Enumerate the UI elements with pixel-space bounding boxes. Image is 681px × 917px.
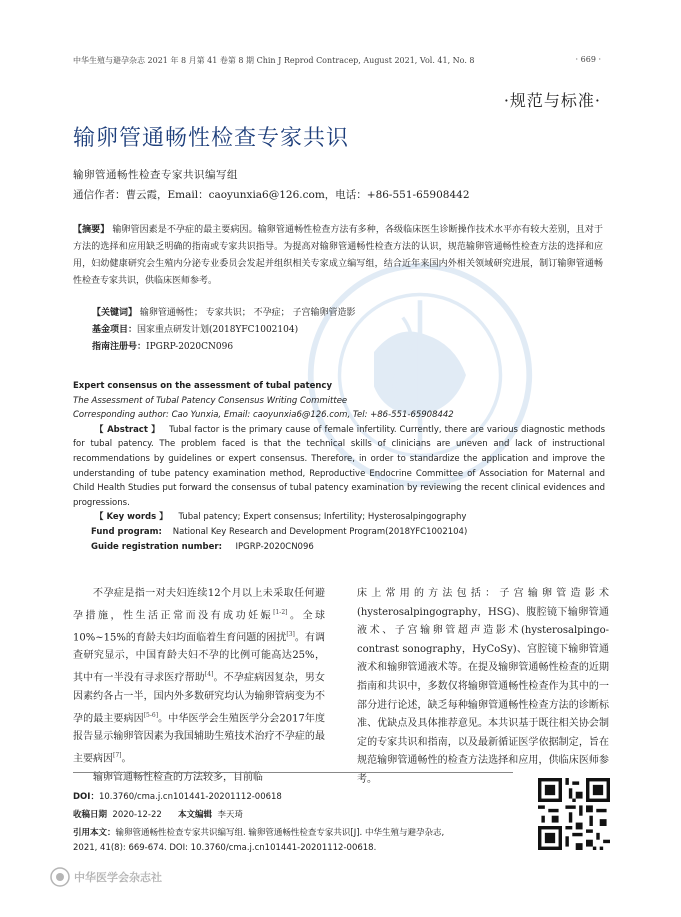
doi-text: 10.3760/cma.j.cn101441-20201112-00618 — [98, 792, 282, 802]
citation-ref: [5-6] — [143, 711, 159, 719]
english-keywords-label: 【 Key words 】 — [95, 512, 168, 523]
english-fund-label: Fund program: — [91, 526, 162, 537]
fund-line — [92, 322, 298, 335]
author-group: 输卵管通畅性检查专家共识编写组 — [73, 169, 238, 181]
body-paragraph — [73, 585, 325, 769]
english-fund-text: National Key Research and Development Program(2018YFC1002104) — [172, 526, 468, 537]
doi-line — [73, 790, 282, 802]
english-abstract-label: 【 Abstract 】 — [95, 424, 160, 435]
english-abstract-text: Tubal factor is the primary cause of female infertility. Currently, there are various diagnostic methods for tubal patency. The problem faced is that the technical skills of clinicians are uneven and lack of instructional recommendations by guidelines or expert consensus. Therefore, in order to standardize the application and improve the understanding of tube patency examination method, Reproductive Endocrine Committee of Association for Maternal and Child Health Studies put forward the consensus of tubal patency examination by reviewing the recent clinical evidences and progressions. — [73, 424, 605, 508]
received-date: 2020-12-22 — [112, 810, 162, 820]
english-corresponding: Corresponding author: Cao Yunxia, Email: caoyunxia6@126.com, Tel: +86-551-65908442 — [73, 410, 454, 421]
cite-text: 输卵管通畅性检查专家共识编写组. 输卵管通畅性检查专家共识[J]. 中华生殖与避孕杂志, — [115, 828, 445, 838]
body-text: 。有调查研究显示，中国育龄夫妇不孕的比例可能高达25%，其中有一半没有寻求医疗帮助 — [73, 631, 325, 684]
english-fund-line — [73, 525, 605, 540]
qr-code-icon — [538, 778, 610, 850]
citation-ref: [3] — [286, 630, 295, 638]
body-text: 。中华医学会生殖医学分会2017年度报告显示输卵管因素为我国辅助生殖技术治疗不孕症的最主要病因 — [73, 712, 325, 765]
english-guide-text: IPGRP-2020CN096 — [235, 541, 314, 552]
column-tag: ·规范与标准· — [503, 91, 601, 110]
cite-line — [73, 826, 444, 838]
english-abstract — [73, 379, 605, 554]
keywords-label: 【关键词】 — [92, 308, 138, 318]
publisher-logo-icon — [50, 866, 180, 888]
guide-line — [92, 339, 233, 352]
english-guide-label: Guide registration number: — [91, 541, 222, 552]
received-label: 收稿日期 — [73, 810, 108, 820]
body-text: 。全球10%~15%的育龄夫妇均面临着生育问题的困扰 — [73, 609, 326, 643]
english-guide-line — [73, 540, 605, 555]
abstract-label: 【摘要】 — [73, 225, 110, 235]
keywords-text: 输卵管通畅性； 专家共识； 不孕症； 子宫输卵管造影 — [139, 308, 356, 318]
citation-ref: [7] — [113, 752, 122, 760]
body-right-column — [357, 585, 609, 790]
english-group: The Assessment of Tubal Patency Consensus Writing Committee — [73, 395, 348, 406]
english-abstract-body — [73, 423, 605, 511]
fund-text: 国家重点研发计划(2018YFC1002104) — [137, 325, 299, 335]
english-keywords-text: Tubal patency; Expert consensus; Infertility; Hysterosalpingography — [178, 512, 467, 523]
citation-ref: [4] — [204, 671, 214, 679]
body-text: 不孕症是指一对夫妇连续12个月以上未采取任何避孕措施，性生活正常而没有成功妊娠 — [73, 588, 325, 621]
guide-text: IPGRP-2020CN096 — [146, 342, 234, 352]
body-text: 。不孕症病因复杂，男女因素约各占一半，国内外多数研究均认为输卵管病变为不孕的最主要病因 — [73, 672, 326, 724]
editor-label: 本文编辑 — [178, 810, 213, 820]
cite-line-2: 2021, 41(8): 669-674. DOI: 10.3760/cma.j.cn101441-20201112-00618. — [73, 843, 377, 853]
chinese-abstract — [73, 222, 603, 290]
fund-label: 基金项目： — [92, 325, 138, 335]
body-text: 。 — [121, 753, 132, 765]
publisher-name: 中华医学会杂志社 — [74, 871, 162, 884]
running-header — [73, 55, 601, 66]
english-keywords-line — [73, 510, 605, 525]
citation-ref: [1-2] — [273, 608, 288, 616]
editor-name: 李天琦 — [217, 810, 243, 820]
received-line — [73, 808, 243, 820]
page-number: · 669 · — [575, 55, 601, 64]
english-title: Expert consensus on the assessment of tubal patency — [73, 381, 332, 391]
body-paragraph: 输卵管通畅性检查的方法较多，目前临 — [93, 771, 263, 783]
body-left-column — [73, 585, 325, 788]
journal-line: 中华生殖与避孕杂志 2021 年 8 月第 41 卷第 8 期 Chin J Reprod Contracep, August 2021, Vol. 41, No. 8 — [73, 56, 475, 65]
guide-label: 指南注册号： — [92, 342, 147, 352]
paper-title: 输卵管通畅性检查专家共识 — [73, 126, 350, 151]
corresponding-author: 通信作者：曹云霞，Email：caoyunxia6@126.com，电话：+86-551-65908442 — [73, 189, 470, 201]
cite-label: 引用本文： — [73, 828, 116, 838]
keywords-line — [92, 305, 355, 318]
abstract-text: 输卵管因素是不孕症的最主要病因。输卵管通畅性检查方法有多种，各级临床医生诊断操作技术水平亦有较大差别，且对于方法的选择和应用缺乏明确的指南或专家共识指导。为提高对输卵管通畅性检查方法的认识，规范输卵管通畅性检查方法的选择和应用，妇幼健康研究会生殖内分泌专业委员会发起并组织相关专家成立编写组，结合近年来国内外相关领域研究进展，制订输卵管通畅性检查专家共识，供临床医师参考。 — [73, 225, 603, 286]
doi-label: DOI： — [73, 792, 99, 802]
footnote-separator — [73, 772, 513, 773]
body-paragraph: 床上常用的方法包括：子宫输卵管造影术(hysterosalpingography，HSG)、腹腔镜下输卵管通液术、子宫输卵管超声造影术(hysterosalpingo-contrast sonography，HyCoSy)、宫腔镜下输卵管通液术和输卵管通液术等。在提及输卵管通畅性检查的近期指南和共识中，多数仅将输卵管通畅性检查作为其中的一部分进行论述，缺乏每种输卵管通畅性检查方法的诊断标准、优缺点及具体推荐意见。本共识基于既往相关协会制定的专家共识和指南，以及最新循证医学依据制定，旨在规范输卵管通畅性的检查方法选择和应用，供临床医师参考。 — [357, 588, 609, 785]
